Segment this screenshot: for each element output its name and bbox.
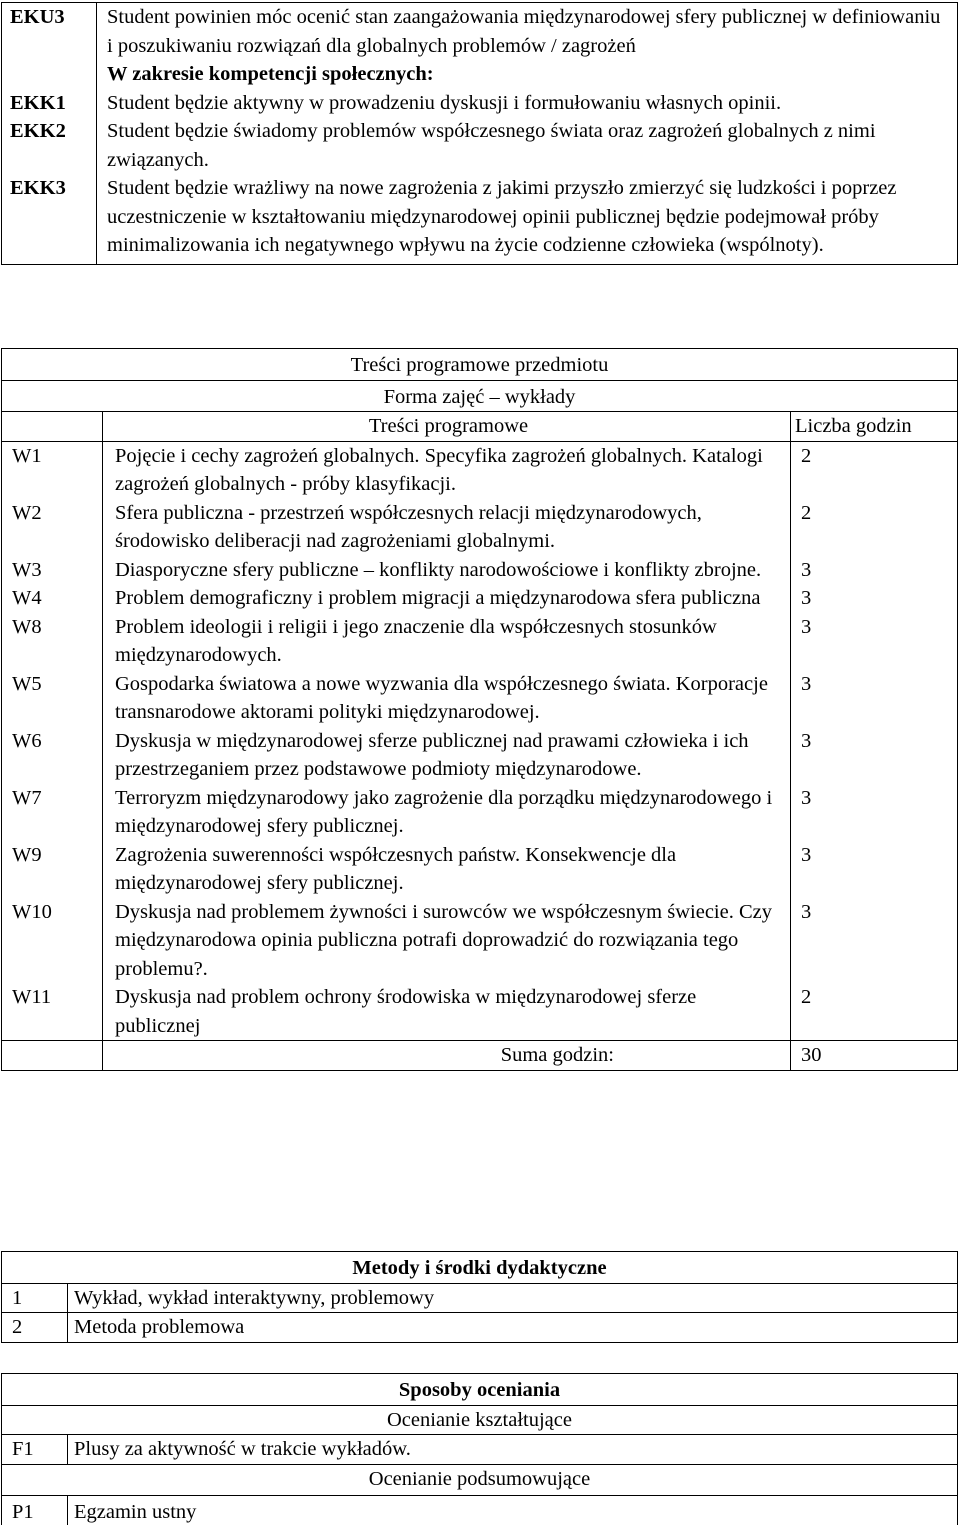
outcome-row — [2, 117, 958, 174]
program-row — [2, 556, 958, 585]
program-row — [2, 670, 958, 727]
program-content-table — [1, 348, 958, 1071]
lecture-code: W11 — [2, 983, 103, 1041]
lecture-topic: Problem ideologii i religii i jego znaczenie dla współczesnych stosunków międzynarodowych. — [103, 613, 791, 670]
assessment-title: Sposoby oceniania — [2, 1374, 958, 1406]
lecture-code: W7 — [2, 784, 103, 841]
lecture-topic: Problem demograficzny i problem migracji a międzynarodowa sfera publiczna — [103, 584, 791, 613]
lecture-topic: Diasporyczne sfery publiczne – konflikty narodowościowe i konflikty zbrojne. — [103, 556, 791, 585]
program-row — [2, 613, 958, 670]
lecture-topic: Pojęcie i cechy zagrożeń globalnych. Specyfika zagrożeń globalnych. Katalogi zagrożeń globalnych - próby klasyfikacji. — [103, 441, 791, 499]
lecture-hours: 3 — [791, 613, 958, 670]
lecture-hours: 2 — [791, 499, 958, 556]
lecture-topic: Sfera publiczna - przestrzeń współczesnych relacji międzynarodowych, środowisko deliberacji nad zagrożeniami globalnymi. — [103, 499, 791, 556]
formative-label-row — [2, 1405, 958, 1435]
program-form-row — [2, 380, 958, 412]
program-row — [2, 983, 958, 1041]
program-header-row — [2, 412, 958, 442]
lecture-topic: Dyskusja nad problem ochrony środowiska w międzynarodowej sferze publicznej — [103, 983, 791, 1041]
methods-title: Metody i środki dydaktyczne — [2, 1252, 958, 1284]
method-row — [2, 1283, 958, 1313]
assessment-code: F1 — [2, 1435, 68, 1465]
outcome-row — [2, 3, 958, 61]
program-row — [2, 898, 958, 984]
competence-heading: W zakresie kompetencji społecznych: — [97, 60, 958, 89]
outcome-text: Student będzie świadomy problemów współczesnego świata oraz zagrożeń globalnych z nimi związanych. — [97, 117, 958, 174]
lecture-topic: Dyskusja nad problemem żywności i surowców we współczesnym świecie. Czy międzynarodowa opinia publiczna potrafi doprowadzić do rozwiązania tego problemu?. — [103, 898, 791, 984]
lecture-hours: 3 — [791, 841, 958, 898]
assessment-code: P1 — [2, 1496, 68, 1525]
lecture-hours: 3 — [791, 584, 958, 613]
outcome-code: EKK1 — [2, 89, 97, 118]
lecture-topic: Dyskusja w międzynarodowej sferze publicznej nad prawami człowieka i ich przestrzeganiem przez podstawowe podmioty międzynarodowe. — [103, 727, 791, 784]
lecture-hours: 2 — [791, 441, 958, 499]
learning-outcomes-table — [1, 2, 958, 265]
outcome-code: EKU3 — [2, 3, 97, 61]
outcome-text: Student będzie wrażliwy na nowe zagrożenia z jakimi przyszło zmierzyć się ludzkości i poprzez uczestniczenie w kształtowaniu międzynarodowej opinii publicznej będzie podejmował próby minimalizowania ich negatywnego wpływu na życie codzienne człowieka (wspólnoty). — [97, 174, 958, 264]
method-text: Wykład, wykład interaktywny, problemowy — [68, 1283, 958, 1313]
lecture-code: W3 — [2, 556, 103, 585]
lecture-hours: 3 — [791, 727, 958, 784]
outcome-code: EKK2 — [2, 117, 97, 174]
lecture-hours: 3 — [791, 556, 958, 585]
formative-label: Ocenianie kształtujące — [2, 1405, 958, 1435]
lecture-hours: 3 — [791, 670, 958, 727]
summative-label: Ocenianie podsumowujące — [2, 1464, 958, 1496]
assessment-text: Plusy za aktywność w trakcie wykładów. — [68, 1435, 958, 1465]
methods-table — [1, 1251, 958, 1343]
summative-label-row — [2, 1464, 958, 1496]
outcome-heading-row — [2, 60, 958, 89]
outcome-row — [2, 89, 958, 118]
sum-value: 30 — [791, 1041, 958, 1071]
lecture-topic: Terroryzm międzynarodowy jako zagrożenie dla porządku międzynarodowego i międzynarodowej sfery publicznej. — [103, 784, 791, 841]
column-header-hours: Liczba godzin — [791, 412, 958, 442]
lecture-code: W8 — [2, 613, 103, 670]
program-row — [2, 841, 958, 898]
outcome-text: Student będzie aktywny w prowadzeniu dyskusji i formułowaniu własnych opinii. — [97, 89, 958, 118]
method-text: Metoda problemowa — [68, 1313, 958, 1343]
program-row — [2, 784, 958, 841]
program-row — [2, 727, 958, 784]
method-row — [2, 1313, 958, 1343]
outcome-text: Student powinien móc ocenić stan zaangażowania międzynarodowej sfery publicznej w definiowaniu i poszukiwaniu rozwiązań dla globalnych problemów / zagrożeń — [97, 3, 958, 61]
sum-label: Suma godzin: — [103, 1041, 791, 1071]
lecture-topic: Zagrożenia suwerenności współczesnych państw. Konsekwencje dla międzynarodowej sfery publicznej. — [103, 841, 791, 898]
lecture-code: W6 — [2, 727, 103, 784]
method-number: 1 — [2, 1283, 68, 1313]
lecture-code: W5 — [2, 670, 103, 727]
program-row — [2, 584, 958, 613]
assessment-row — [2, 1435, 958, 1465]
lecture-code: W4 — [2, 584, 103, 613]
methods-title-row — [2, 1252, 958, 1284]
assessment-row — [2, 1496, 958, 1525]
outcome-row — [2, 174, 958, 264]
program-sum-row — [2, 1041, 958, 1071]
program-rows — [2, 441, 958, 1041]
method-number: 2 — [2, 1313, 68, 1343]
lecture-hours: 3 — [791, 784, 958, 841]
program-title-row — [2, 349, 958, 381]
program-row — [2, 441, 958, 499]
outcome-code: EKK3 — [2, 174, 97, 264]
lecture-topic: Gospodarka światowa a nowe wyzwania dla współczesnego świata. Korporacje transnarodowe aktorami polityki międzynarodowej. — [103, 670, 791, 727]
lecture-code: W1 — [2, 441, 103, 499]
lecture-code: W2 — [2, 499, 103, 556]
assessment-table — [1, 1373, 958, 1525]
program-row — [2, 499, 958, 556]
program-title: Treści programowe przedmiotu — [2, 349, 958, 381]
lecture-hours: 2 — [791, 983, 958, 1041]
lecture-code: W10 — [2, 898, 103, 984]
assessment-title-row — [2, 1374, 958, 1406]
lecture-code: W9 — [2, 841, 103, 898]
lecture-hours: 3 — [791, 898, 958, 984]
assessment-text: Egzamin ustny — [68, 1496, 958, 1525]
column-header-content: Treści programowe — [103, 412, 791, 442]
program-form: Forma zajęć – wykłady — [2, 380, 958, 412]
